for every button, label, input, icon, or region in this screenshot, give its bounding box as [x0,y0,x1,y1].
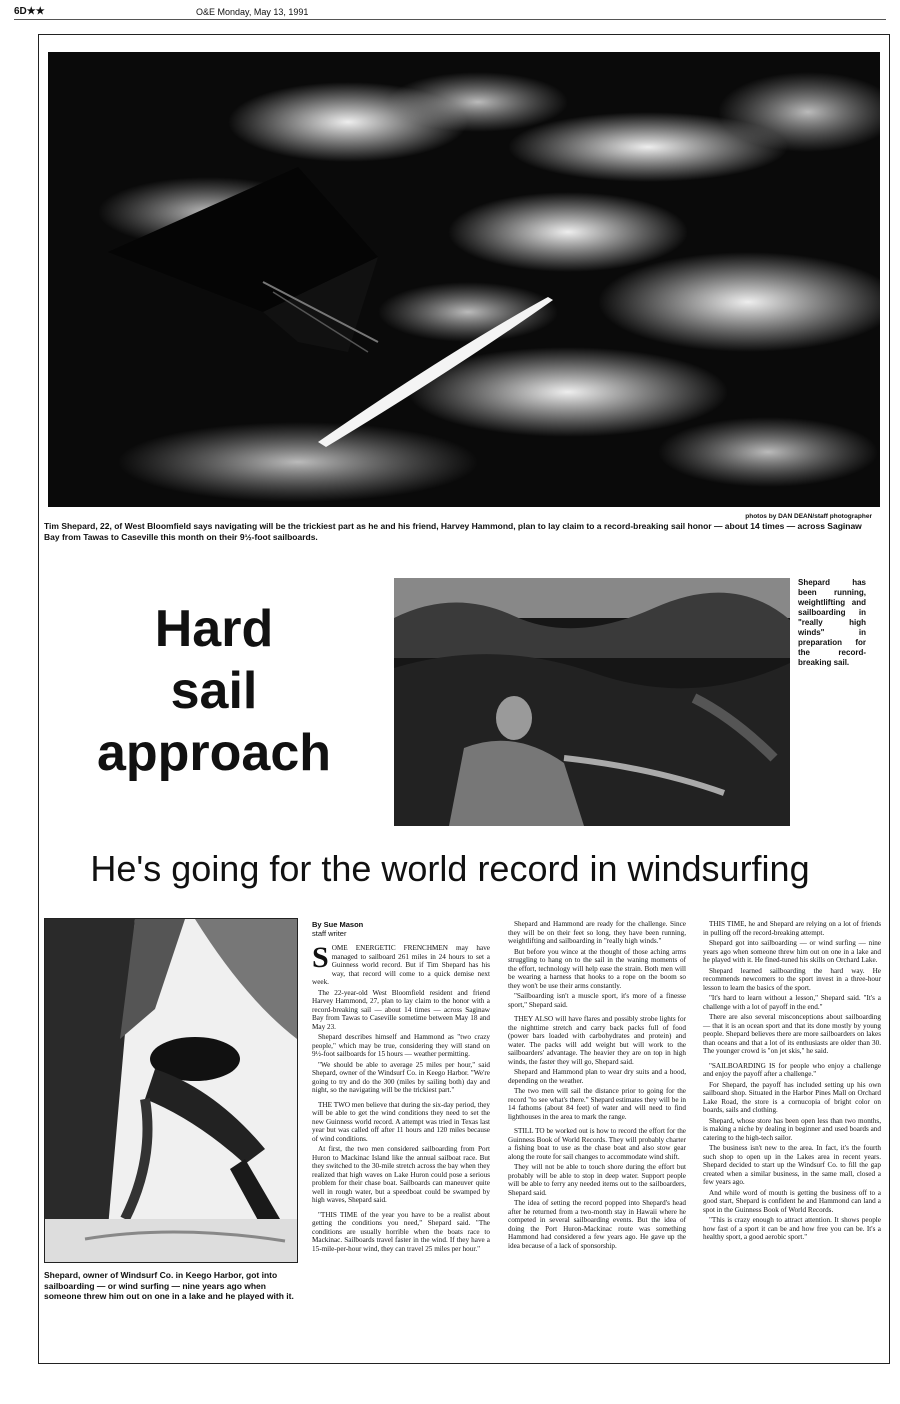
article-column-2 [508,920,686,1252]
paragraph: "Sailboarding isn't a muscle sport, it's more of a finesse sport," Shepard said. [508,992,686,1009]
paragraph: THIS TIME, he and Shepard are relying on a lot of friends in pulling off the record-breaking attempt. [703,920,881,937]
paragraph: STILL TO be worked out is how to record the effort for the Guinness Book of World Records. They will probably charter a fishing boat to use as the chase boat and also stow gear along the route for sail changes to accommodate wind shift. [508,1127,686,1161]
subheadline: He's going for the world record in windsurfing [90,848,810,889]
paragraph: The idea of setting the record popped into Shepard's head after he returned from a two-month stay in Hawaii where he competed in several sailboarding events. But the idea of doing the Port Huron-Mackinac route was something Hammond had considered a few years ago. He gave up the idea because of a lack of sponsorship. [508,1199,686,1250]
paragraph: And while word of mouth is getting the business off to a good start, Shepard is confident he and Hammond can land a spot in the Guinness Book of World Records. [703,1188,881,1214]
paragraph: There are also several misconceptions about sailboarding — that it is an ocean sport and that its done mostly by young people. Shepard believes there are more sailboarders on lakes than oceans and that a lot of its enthusiasts are older than 30. The younger crowd is "on jet skis," he said. [703,1013,881,1055]
paragraph: Shepard learned sailboarding the hard way. He recommends newcomers to the sport invest in a three-hour lesson to learn the basics of the sport. [703,966,881,992]
article-column-3 [703,920,881,1244]
paragraph: Shepard, whose store has been open less than two months, is making a niche by dealing in beginner and used boards and catering to the high-tech sailor. [703,1116,881,1142]
paragraph: But before you wince at the thought of those aching arms struggling to hang on to the sail in the waning moments of the effort, technology will help ease the strain. Both men will be wearing a harness that hooks to a rope on the boom so they won't be use their arms constantly. [508,947,686,990]
drop-cap: S [312,941,329,974]
article-column-1 [312,920,490,1255]
paragraph: Shepard describes himself and Hammond as "two crazy people," which may be true, considering they will stand on 9½-foot sailboards for 15 hours — weather permitting. [312,1033,490,1058]
photo-credit: photos by DAN DEAN/staff photographer [745,513,872,520]
bottom-photo [44,918,298,1263]
headline-line-1: Hard [154,600,274,658]
paragraph: "We should be able to average 25 miles per hour," said Shepard, owner of the Windsurf Co. in Keego Harbor. "We're going to try and do the 300 (miles by sailing both) day and night, so the navigating will be the trickiest part." [312,1060,490,1094]
paragraph: Shepard and Hammond plan to wear dry suits and a hood, depending on the weather. [508,1068,686,1085]
headline [44,598,384,784]
paragraph: "This is crazy enough to attract attention. It shows people how fast of a sport it can be and how free you can be. It's a healthy sport, a good aerobic sport." [703,1216,881,1241]
mid-photo-caption: Shepard has been running, weightlifting and sailboarding in "really high winds" in preparation for the record-breaking sail. [798,578,866,667]
main-photo [48,52,880,507]
paragraph: They will not be able to touch shore during the effort but probably will be able to stop in deep water. Support people will be able to ferry any needed items out to the sailboarders, Shepard said. [508,1163,686,1197]
dateline: O&E Monday, May 13, 1991 [196,7,309,17]
bottom-photo-caption: Shepard, owner of Windsurf Co. in Keego Harbor, got into sailboarding — or wind surfing — nine years ago when someone threw him out on one in a lake and he played with it. [44,1270,294,1301]
paragraph: Shepard and Hammond are ready for the challenge. Since they will be on their feet so long, they have been running, weightlifting and sailboarding in "really high winds." [508,920,686,945]
paragraph: "It's hard to learn without a lesson," Shepard said. "It's a challenge with a lot of payoff in the end." [703,994,881,1011]
paragraph: OME ENERGETIC FRENCHMEN may have managed to sailboard 261 miles in 24 hours to set a Guinness world record. But if Tim Shepard has his way, that record will come to a quick demise next week. [312,944,490,986]
runner-in-woods-image [394,578,790,826]
windsurfer-sky-image [48,52,880,507]
byline-title: staff writer [312,929,347,938]
headline-line-3: approach [96,724,332,782]
paragraph: THE TWO men believe that during the six-day period, they will be able to get the wind conditions they need to set the new Guinness world record. A attempt was tried in Texas last year but was called off after 11 hours and 120 miles because of wind conditions. [312,1100,490,1143]
paragraph: At first, the two men considered sailboarding from Port Huron to Mackinac Island like the annual sailboat race. But they switched to the 30-mile stretch across the bay when they realized that high waves on Lake Huron could pose a serious problem for their chase boat. Sailboards can maneuver quite well in rough water, but a speedboat could be swamped by high waves, Shepard said. [312,1145,490,1204]
paragraph: For Shepard, the payoff has included setting up his own sailboard shop. Situated in the Harbor Pines Mall on Orchard Lake Road, the store is a cornucopia of bright color on boards, sails and clothing. [703,1080,881,1114]
page-number: 6D★★ [14,6,45,17]
paragraph: "SAILBOARDING IS for people who enjoy a challenge and enjoy the payoff after a challenge." [703,1061,881,1078]
sailboarder-closeup-image [45,919,297,1262]
paragraph: The 22-year-old West Bloomfield resident and friend Harvey Hammond, 27, plan to lay claim to the honor with a record-breaking sail — about 14 times — across Saginaw Bay from Tawas to Caseville sometime between May 18 and May 23. [312,988,490,1031]
mid-photo [394,578,790,826]
byline-name: By Sue Mason [312,920,364,929]
paragraph: THEY ALSO will have flares and possibly strobe lights for the nighttime stretch and carry back packs full of food (power bars loaded with carbohydrates and protein) and water. The packs will add weight but will work to the sailboarders' advantage. The heavier they are on top in high winds, the faster they will go, Shepard said. [508,1015,686,1066]
paragraph: The two men will sail the distance prior to going for the record "to see what's there." Shepard estimates they will be in 14 fathoms (about 84 feet) of water and will need to find lighthouses in the area to mark the range. [508,1087,686,1121]
paragraph: "THIS TIME of the year you have to be a realist about getting the conditions you need," Shepard said. "The conditions are usually horrible when the boats race to Mackinac. Sailboards travel faster in the wind. If they have a 15-mile-per-hour wind, they can travel 25 miles per hour." [312,1210,490,1253]
byline [312,920,490,938]
header-rule [14,19,886,20]
headline-line-2: sail [170,662,258,720]
paragraph: The business isn't new to the area. In fact, it's the fourth such shop to open up in the Lakes area in recent years. Shepard decided to start up the Windsurf Co. to fill the gap created when a similar business, in the same mall, closed a few years ago. [703,1144,881,1186]
main-photo-caption: Tim Shepard, 22, of West Bloomfield says navigating will be the trickiest part as he and his friend, Harvey Hammond, plan to lay claim to a record-breaking sail honor — about 14 times — across Saginaw Bay from Tawas to Caseville this month on their 9½-foot sailboards. [44,521,862,542]
paragraph: Shepard got into sailboarding — or wind surfing — nine years ago when someone threw him out on one in a lake and he played with it. He fined-tuned his skills on Orchard Lake. [703,939,881,964]
